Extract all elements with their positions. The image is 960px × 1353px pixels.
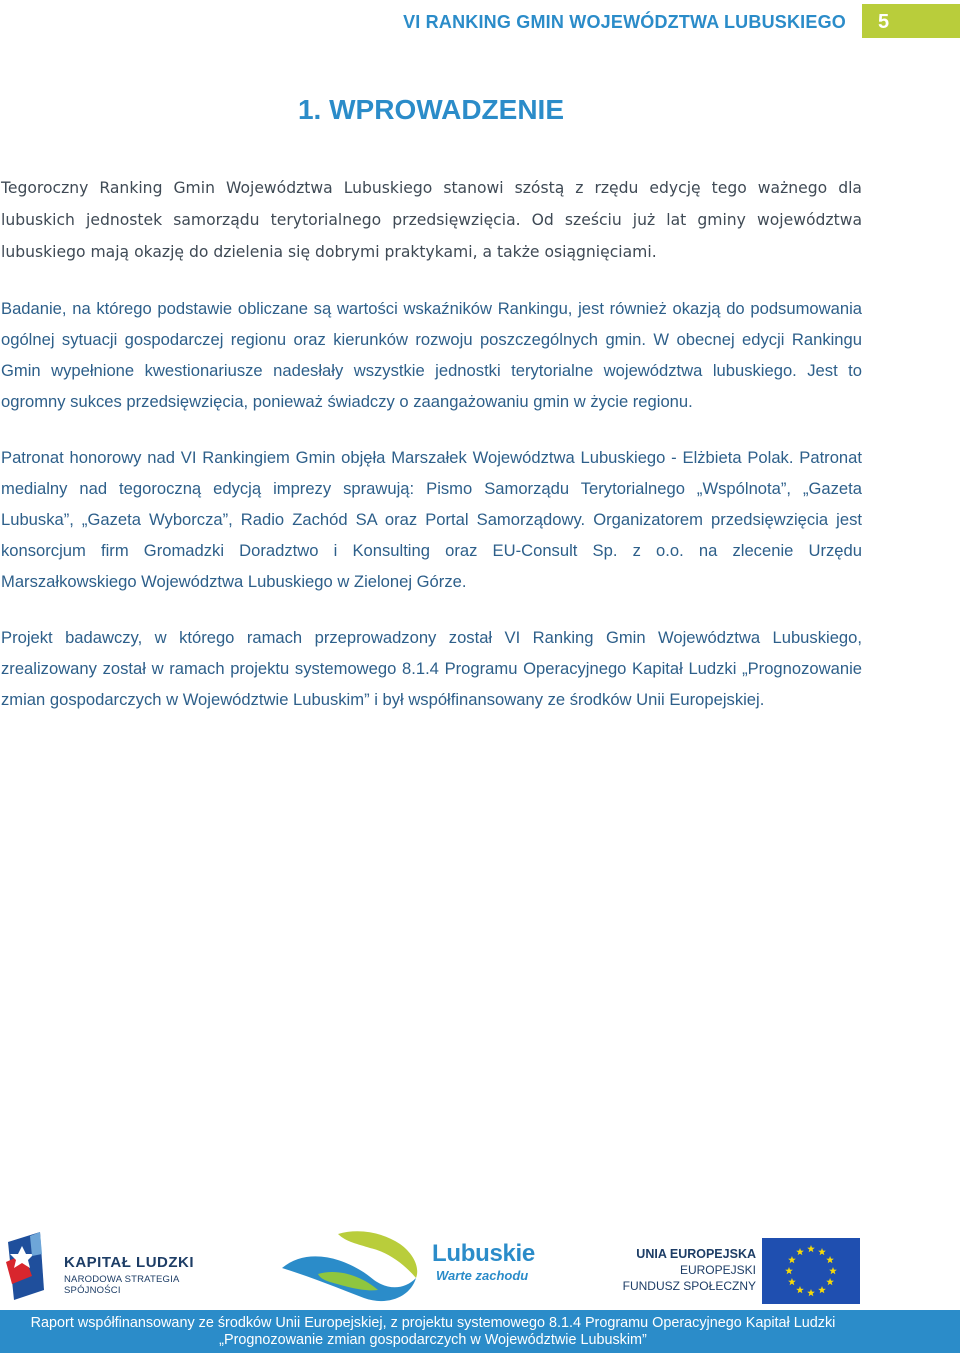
eu-flag-icon xyxy=(762,1238,860,1304)
section-title: 1. WPROWADZENIE xyxy=(297,94,564,125)
paragraph-patronage-text: Patronat honorowy nad VI Rankingiem Gmin objęła Marszałek Województwa Lubuskiego - Elżbieta Polak. Patronat medialny nad tegoroczną edycją imprezy sprawują: Pismo Samorządu Terytorialnego „Wspólnota”, „Gazeta Lubuska”, „Gazeta Wyborcza”, Radio Zachód SA oraz Portal Samorządowy. Organizatorem przedsięwzięcia jest konsorcjum firm Gromadzki Doradztwo i Konsulting oraz EU-Consult Sp. z o.o. na zlecenie Urzędu Marszałkowskiego Województwa Lubuskiego w Zielonej Górze. xyxy=(1,448,862,591)
body-text xyxy=(1,172,862,740)
page-number-box xyxy=(862,4,960,38)
lubuskie-slogan: Warte zachodu xyxy=(436,1268,529,1283)
paragraph-project xyxy=(1,622,862,715)
kapital-ludzki-emblem-icon xyxy=(4,1232,52,1300)
paragraph-intro-text: Tegoroczny Ranking Gmin Województwa Lubuskiego stanowi szóstą z rzędu edycję tego ważnego dla lubuskich jednostek samorządu terytorialnego przedsięwzięcia. Od sześciu już lat gminy województwa lubuskiego mają okazję do dzielenia się dobrymi praktykami, a także osiągnięciami. xyxy=(1,179,862,261)
paragraph-survey-text: Badanie, na którego podstawie obliczane są wartości wskaźników Rankingu, jest również okazją do podsumowania ogólnej sytuacji gospodarczej regionu oraz kierunków rozwoju poszczególnych gmin. W obecnej edycji Rankingu Gmin wypełnione kwestionariusze nadesłały wszystkie jednostki terytorialne województwa lubuskiego. Jest to ogromny sukces przedsięwzięcia, ponieważ świadczy o zaangażowaniu gmin w życie regionu. xyxy=(1,299,862,411)
page-number: 5 xyxy=(878,11,890,33)
paragraph-intro xyxy=(1,172,862,268)
kapital-ludzki-logo xyxy=(4,1228,234,1304)
eu-efs-logo xyxy=(620,1236,860,1304)
running-header-title: VI RANKING GMIN WOJEWÓDZTWA LUBUSKIEGO xyxy=(403,12,846,32)
eu-text-block xyxy=(623,1246,756,1294)
eu-line-1: UNIA EUROPEJSKA xyxy=(636,1247,756,1261)
logo-strip xyxy=(0,1228,960,1308)
eu-line-3: FUNDUSZ SPOŁECZNY xyxy=(622,1279,756,1293)
lubuskie-wave-emblem-icon xyxy=(278,1228,428,1306)
footer-band xyxy=(0,1310,960,1353)
kapital-ludzki-subtitle: NARODOWA STRATEGIA SPÓJNOŚCI xyxy=(64,1274,179,1296)
paragraph-patronage xyxy=(1,442,862,597)
lubuskie-logo xyxy=(278,1228,558,1306)
kapital-ludzki-name: KAPITAŁ LUDZKI xyxy=(64,1254,195,1271)
footer-line-2: „Prognozowanie zmian gospodarczych w Województwie Lubuskim” xyxy=(219,1332,647,1348)
lubuskie-name: Lubuskie xyxy=(432,1240,535,1267)
footer-line-1: Raport współfinansowany ze środków Unii Europejskiej, z projektu systemowego 8.1.4 Programu Operacyjnego Kapitał Ludzki xyxy=(30,1315,836,1331)
eu-line-2: EUROPEJSKI xyxy=(679,1263,756,1277)
paragraph-survey xyxy=(1,293,862,417)
paragraph-project-text: Projekt badawczy, w którego ramach przeprowadzony został VI Ranking Gmin Województwa Lubuskiego, zrealizowany został w ramach projektu systemowego 8.1.4 Programu Operacyjnego Kapitał Ludzki „Prognozowanie zmian gospodarczych w Województwie Lubuskim” i był współfinansowany ze środków Unii Europejskiej. xyxy=(1,628,862,709)
